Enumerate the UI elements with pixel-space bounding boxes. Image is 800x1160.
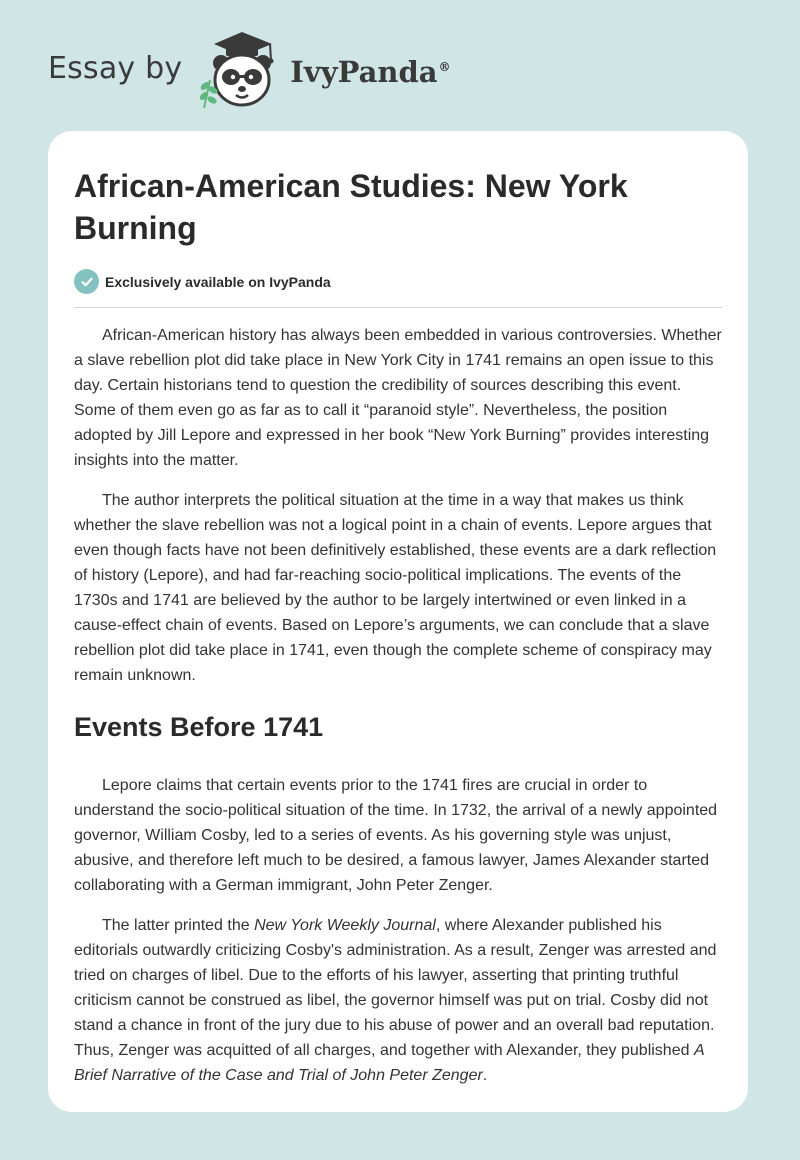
badge-text: Exclusively available on IvyPanda <box>105 273 331 290</box>
registered-mark: ® <box>438 60 451 75</box>
book-title: A Brief Narrative of the Case and Trial of John Peter Zenger <box>74 1042 705 1084</box>
paragraph: African-American history has always been embedded in various controversies. Whether a slave rebellion plot did take place in New York City in 1741 remains an open issue to this day. Certain historians tend to question the credibility of sources describing this event. Some of them even go as far as to call it “paranoid style”. Nevertheless, the position adopted by Jill Lepore and expressed in her book “New York Burning” provides interesting insights into the matter. <box>74 327 722 469</box>
page-title: African-American Studies: New York Burning <box>74 168 628 246</box>
section-heading: Events Before 1741 <box>74 712 324 742</box>
brand-name: IvyPanda® <box>290 55 451 89</box>
text-run: The latter printed the <box>102 917 255 934</box>
essay-by-label: Essay by <box>48 50 183 86</box>
essay-body <box>74 323 722 1088</box>
paragraph: Lepore claims that certain events prior to the 1741 fires are crucial in order to understand the socio-political situation of the time. In 1732, the arrival of a newly appointed governor, William Cosby, led to a series of events. As his governing style was unjust, abusive, and therefore left much to be desired, a famous lawyer, James Alexander started collaborating with a German immigrant, John Peter Zenger. <box>74 777 718 894</box>
check-circle-icon <box>74 269 99 294</box>
site-header[interactable] <box>48 30 451 110</box>
essay-card <box>48 131 748 1112</box>
text-run: . <box>482 1067 488 1084</box>
panda-logo-icon <box>196 30 288 110</box>
journal-title: New York Weekly Journal <box>254 917 436 934</box>
exclusive-badge <box>74 269 722 308</box>
paragraph: The author interprets the political situation at the time in a way that makes us think whether the slave rebellion was not a logical point in a chain of events. Lepore argues that even though facts have not been definitively established, these events are a dark reflection of history (Lepore), and had far-reaching socio-political implications. The events of the 1730s and 1741 are believed by the author to be largely intertwined or even linked in a cause-effect chain of events. Based on Lepore’s arguments, we can conclude that a slave rebellion plot did take place in 1741, even though the complete scheme of conspiracy may remain unknown. <box>74 492 717 684</box>
paragraph <box>74 913 722 1088</box>
text-run: , where Alexander published his editorials outwardly criticizing Cosby's administration. As a result, Zenger was arrested and tried on charges of libel. Due to the efforts of his lawyer, asserting that printing truthful criticism cannot be construed as libel, the governor himself was put on trial. Cosby did not stand a chance in front of the jury due to his abuse of power and an overall bad reputation. Thus, Zenger was acquitted of all charges, and together with Alexander, they published <box>74 917 717 1059</box>
